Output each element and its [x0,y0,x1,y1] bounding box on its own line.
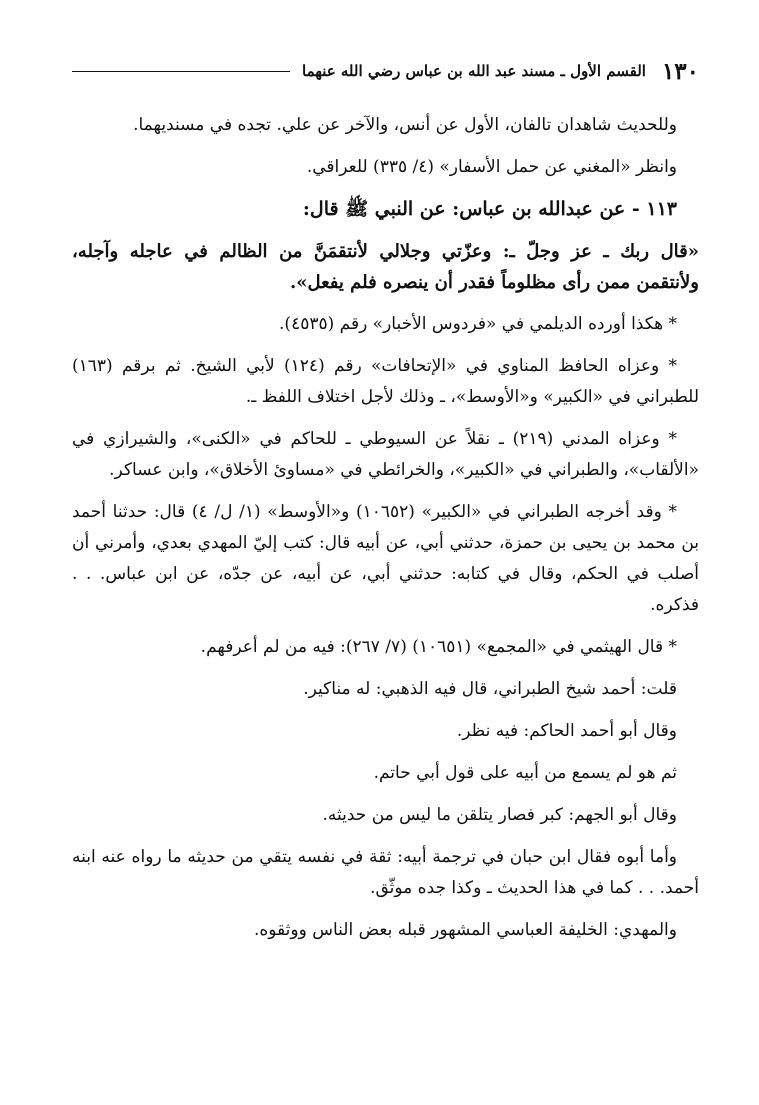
paragraph: * هكذا أورده الديلمي في «فردوس الأخبار» رقم (٤٥٣٥). [279,314,677,334]
paragraph: قلت: أحمد شيخ الطبراني، قال فيه الذهبي: له مناكير. [303,679,677,699]
paragraph: * وعزاه الحافظ المناوي في «الإتحافات» رقم (١٢٤) لأبي الشيخ. ثم برقم (١٦٣) للطبراني في «الكبير» و«الأوسط»، ـ وذلك لأجل اختلاف اللفظ ـ. [72,356,699,407]
paragraph: وقال أبو أحمد الحاكم: فيه نظر. [456,721,677,741]
paragraph: ثم هو لم يسمع من أبيه على قول أبي حاتم. [373,763,677,783]
paragraph: والمهدي: الخليفة العباسي المشهور قبله بعض الناس ووثقوه. [253,920,677,940]
page-header [72,56,699,86]
paragraph: * وعزاه المدني (٢١٩) ـ نقلاً عن السيوطي ـ للحاكم في «الكنى»، والشيرازي في «الألقاب»، والطبراني في «الكبير»، والخرائطي في «مساوئ الأخلاق»، وابن عساكر. [72,429,699,480]
running-title: القسم الأول ـ مسند عبد الله بن عباس رضي الله عنهما [302,62,646,80]
page-number: ١٣٠ [661,57,699,85]
hadith-text: «قال ربك ـ عز وجلّ ـ: وعزّتي وجلالي لأنتقمَنَّ من الظالم في عاجله وآجله، ولأنتقمن ممن رأى مظلوماً فقدر أن ينصره فلم يفعل». [72,241,699,293]
paragraph: وقال أبو الجهم: كبر فصار يتلقن ما ليس من حديثه. [322,805,677,825]
header-rule [72,71,290,72]
paragraph: * قال الهيثمي في «المجمع» (١٠٦٥١) (٧/ ٢٦٧): فيه من لم أعرفهم. [200,637,677,657]
paragraph: * وقد أخرجه الطبراني في «الكبير» (١٠٦٥٢) و«الأوسط» (١/ ل/ ٤) قال: حدثنا أحمد بن محمد بن يحيى بن حمزة، حدثني أبي، عن أبيه قال: كتب إليّ المهدي بعدي، وأمرني أن أصلب في الحكم، وقال في كتابه: حدثني أبي، عن أبيه، عن جدّه، عن ابن عباس. . . فذكره. [72,502,699,615]
paragraph: وأما أبوه فقال ابن حبان في ترجمة أبيه: ثقة في نفسه يتقي من حديثه ما رواه عنه ابنه أحمد. . . كما في هذا الحديث ـ وكذا جده موثّق. [72,847,699,898]
hadith-heading: ١١٣ - عن عبدالله بن عباس: عن النبي ﷺ قال: [302,198,677,220]
paragraph: وللحديث شاهدان تالفان، الأول عن أنس، والآخر عن علي. تجده في مسنديهما. [133,115,677,135]
page-body [72,110,699,957]
paragraph: وانظر «المغني عن حمل الأسفار» (٤/ ٣٣٥) للعراقي. [306,157,677,177]
